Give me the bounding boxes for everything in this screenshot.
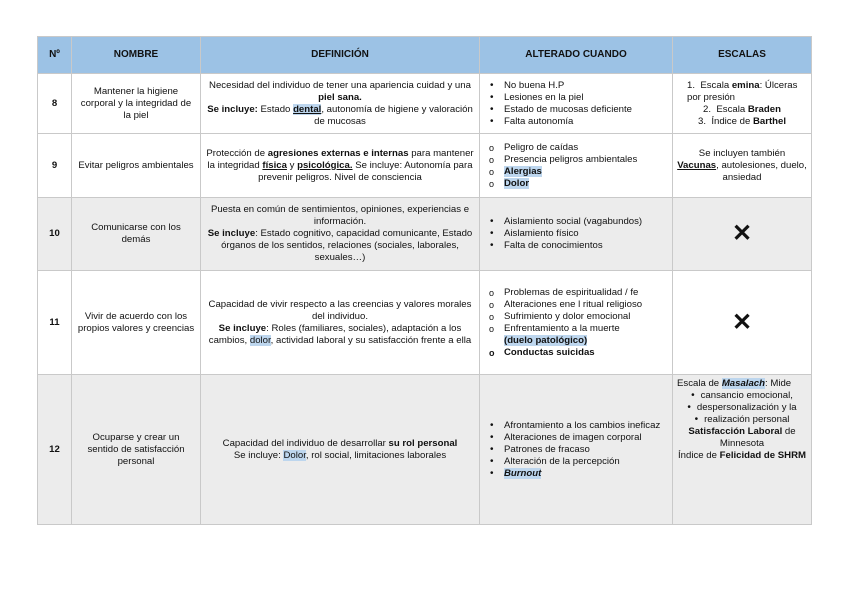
scale-text: Índice de xyxy=(678,450,720,461)
scale-item xyxy=(677,378,807,390)
def-bold: física xyxy=(262,159,287,171)
scale-bold: Satisfacción Laboral xyxy=(688,426,783,437)
list-item: • Falta autonomía xyxy=(484,116,668,128)
row-nombre: Evitar peligros ambientales xyxy=(72,134,201,198)
def-text: Capacidad de vivir respecto a las creencias y valores morales del individuo. xyxy=(208,298,472,322)
row-definicion xyxy=(201,375,480,525)
scale-text: Se incluyen también xyxy=(698,147,786,159)
scale-num: 2. xyxy=(703,103,712,115)
def-incluye: Se incluye xyxy=(207,228,256,239)
list-item-highlight: (duelo patológico) xyxy=(504,334,588,346)
table-row xyxy=(38,271,812,375)
scale-text: : Úlceras por presión xyxy=(687,79,798,103)
row-number: 12 xyxy=(38,375,72,525)
def-incluye: Se incluye: xyxy=(352,159,403,171)
list-item: o Sufrimiento y dolor emocional xyxy=(484,311,668,323)
def-highlight: Dolor xyxy=(283,449,306,461)
list-item-highlight: Alergias xyxy=(504,165,542,177)
list-item xyxy=(484,178,668,190)
def-bold: psicológica. xyxy=(297,159,353,171)
list-item: • Afrontamiento a los cambios ineficaz xyxy=(484,420,668,432)
def-text: : Estado cognitivo, capacidad comunicante, Estado órganos de los sentidos, relaciones (sociales, laborales, sexuales…) xyxy=(221,228,473,263)
list-item: • Falta de conocimientos xyxy=(484,240,668,252)
list-item: o Peligro de caídas xyxy=(484,142,668,154)
scale-item xyxy=(677,450,807,462)
def-highlight: dental xyxy=(293,103,322,115)
def-highlight: dolor xyxy=(249,334,271,346)
list-item: • Lesiones en la piel xyxy=(484,92,668,104)
list-item: • No buena H.P xyxy=(484,80,668,92)
def-bold: agresiones externas e internas xyxy=(267,147,409,159)
header-definicion: DEFINICIÓN xyxy=(201,37,480,74)
scale-num: 3. xyxy=(697,115,706,127)
cross-icon: ✕ xyxy=(673,271,812,375)
row-alterado xyxy=(480,375,673,525)
row-alterado xyxy=(480,198,673,271)
scale-bold: Vacunas xyxy=(677,159,717,171)
list-item xyxy=(484,468,668,480)
list-item: • Alteraciones de imagen corporal xyxy=(484,432,668,444)
row-alterado xyxy=(480,134,673,198)
row-alterado xyxy=(480,271,673,375)
scale-item xyxy=(677,80,807,104)
scale-text: : Mide xyxy=(765,378,792,389)
list-item: o Alteraciones ene l ritual religioso xyxy=(484,299,668,311)
list-item: o Conductas suicidas xyxy=(484,347,668,359)
def-text: , actividad laboral y su satisfacción frente a ella xyxy=(270,334,472,346)
list-item: • cansancio emocional, xyxy=(677,390,807,402)
def-bold: piel sana. xyxy=(318,91,362,103)
row-escalas xyxy=(673,375,812,525)
scale-text: Escala de xyxy=(677,378,722,389)
row-nombre: Ocuparse y crear un sentido de satisfacción personal xyxy=(72,375,201,525)
scale-item xyxy=(677,116,807,128)
table-row xyxy=(38,134,812,198)
scale-bold: Felicidad de SHRM xyxy=(719,450,806,461)
scale-num: 1. xyxy=(687,79,696,91)
row-nombre: Comunicarse con los demás xyxy=(72,198,201,271)
scale-text: Escala xyxy=(716,103,748,115)
list-item-highlight: Dolor xyxy=(504,177,530,189)
row-number: 10 xyxy=(38,198,72,271)
row-alterado xyxy=(480,74,673,134)
def-text: , autonomía de higiene y valoración de mucosas xyxy=(314,103,473,127)
list-item: • realización personal xyxy=(677,414,807,426)
header-escalas: ESCALAS xyxy=(673,37,812,74)
list-item: • Patrones de fracaso xyxy=(484,444,668,456)
row-number: 11 xyxy=(38,271,72,375)
row-definicion xyxy=(201,271,480,375)
scale-text: , autolesiones, duelo, ansiedad xyxy=(716,159,807,183)
table-row xyxy=(38,198,812,271)
def-text: para mantener la integridad xyxy=(207,147,474,171)
row-number: 9 xyxy=(38,134,72,198)
header-alterado: ALTERADO CUANDO xyxy=(480,37,673,74)
header-num: Nº xyxy=(38,37,72,74)
list-item: • Estado de mucosas deficiente xyxy=(484,104,668,116)
def-text: Puesta en común de sentimientos, opiniones, experiencias e información. xyxy=(210,204,470,227)
table-row xyxy=(38,375,812,525)
scale-bold: Barthel xyxy=(752,115,787,127)
list-item: o Enfrentamiento a la muerte xyxy=(484,323,668,335)
def-text: Se incluye: xyxy=(233,449,284,461)
scale-item xyxy=(677,104,807,116)
def-text: , rol social, limitaciones laborales xyxy=(305,449,447,461)
header-row xyxy=(38,37,812,74)
scale-text: Escala xyxy=(700,79,732,91)
def-text: Estado xyxy=(257,103,294,115)
row-definicion xyxy=(201,74,480,134)
header-nombre: NOMBRE xyxy=(72,37,201,74)
scale-text: Índice de xyxy=(711,115,753,127)
list-item: • Aislamiento social (vagabundos) xyxy=(484,216,668,228)
list-item-highlight: Burnout xyxy=(504,467,542,479)
def-incluye: Se incluye: xyxy=(207,103,258,115)
cross-icon: ✕ xyxy=(673,198,812,271)
list-item: o Problemas de espiritualidad / fe xyxy=(484,287,668,299)
row-nombre: Mantener la higiene corporal y la integridad de la piel xyxy=(72,74,201,134)
needs-table xyxy=(37,36,812,525)
list-item: o Presencia peligros ambientales xyxy=(484,154,668,166)
table-row xyxy=(38,74,812,134)
def-text: Autonomía para prevenir peligros. Nivel de consciencia xyxy=(258,159,473,183)
row-definicion xyxy=(201,198,480,271)
scale-item xyxy=(677,426,807,450)
list-item xyxy=(484,166,668,178)
def-bold: su rol personal xyxy=(388,437,458,449)
list-item: • Alteración de la percepción xyxy=(484,456,668,468)
scale-bold: Braden xyxy=(747,103,781,115)
row-nombre: Vivir de acuerdo con los propios valores y creencias xyxy=(72,271,201,375)
def-text: : Roles (familiares, sociales), adaptación a los cambios, xyxy=(208,322,462,346)
row-definicion xyxy=(201,134,480,198)
scale-highlight: Masalach xyxy=(721,378,766,389)
list-item xyxy=(484,335,668,347)
list-item: • despersonalización y la xyxy=(677,402,807,414)
def-text: Necesidad del individuo de tener una apariencia cuidad y una xyxy=(209,79,471,91)
def-text: y xyxy=(286,159,298,171)
def-text: Capacidad del individuo de desarrollar xyxy=(222,437,389,449)
scale-bold: emina xyxy=(731,79,760,91)
row-escalas xyxy=(673,74,812,134)
def-text: Protección de xyxy=(206,147,268,159)
def-incluye: Se incluye xyxy=(218,322,267,334)
list-item: • Aislamiento físico xyxy=(484,228,668,240)
row-escalas xyxy=(673,134,812,198)
scale-text: de Minnesota xyxy=(719,426,796,449)
row-number: 8 xyxy=(38,74,72,134)
